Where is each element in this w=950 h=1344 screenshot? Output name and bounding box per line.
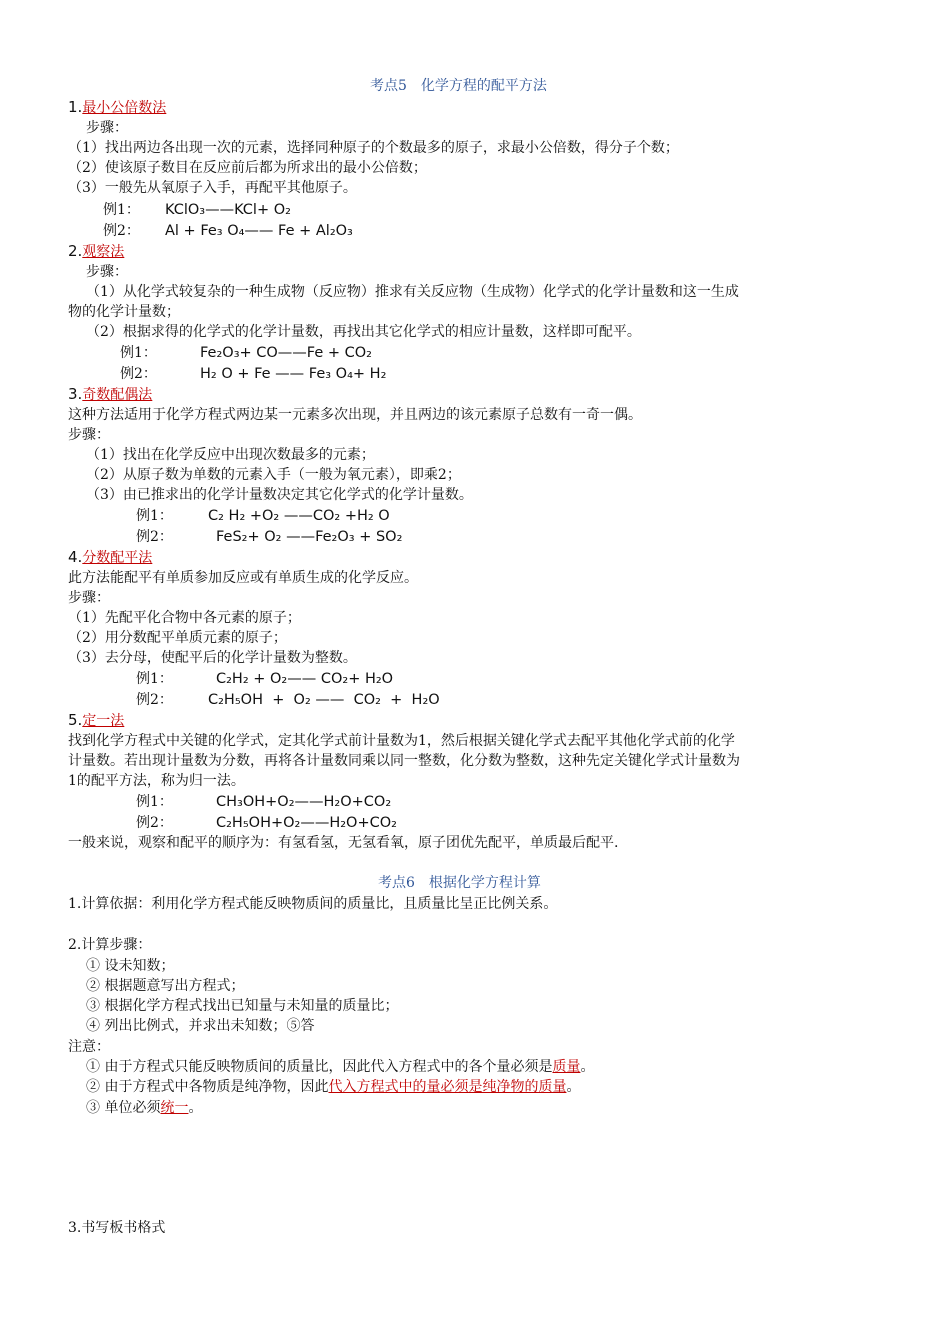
note-text: ① 由于方程式只能反映物质间的质量比，因此代入方程式中的各个量必须是 — [86, 1059, 553, 1075]
equation: Al + Fe₃ O₄—— Fe + Al₂O₃ — [165, 223, 353, 239]
method3-heading — [68, 384, 152, 405]
section6-note-label: 注意： — [68, 1039, 110, 1055]
method2-step2: （2）根据求得的化学式的化学计量数，再找出其它化学式的相应计量数，这样即可配平。 — [86, 324, 641, 340]
section6-step1: ① 设未知数； — [86, 958, 175, 974]
method5-example2 — [136, 813, 397, 833]
method1-example1 — [103, 200, 291, 220]
example-label: 例2： — [136, 692, 173, 708]
note-emphasis: 代入方程式中的量必须是纯净物的质量 — [328, 1079, 567, 1095]
example-label: 例2： — [136, 529, 173, 545]
method1-steps-label: 步骤： — [86, 120, 128, 136]
section6-step2: ② 根据题意写出方程式； — [86, 978, 245, 994]
method1-number: 1. — [68, 98, 83, 116]
example-label: 例1： — [120, 345, 157, 361]
method3-desc: 这种方法适用于化学方程式两边某一元素多次出现，并且两边的该元素原子总数有一奇一偶。 — [68, 407, 642, 423]
section6-basis: 1.计算依据：利用化学方程式能反映物质间的质量比，且质量比呈正比例关系。 — [68, 896, 558, 912]
method5-desc-line2: 计量数。若出现计量数为分数，再将各计量数同乘以同一整数，化分数为整数，这种先定关键化学式计量数为 — [68, 753, 740, 769]
equation: C₂ H₂ +O₂ ——CO₂ +H₂ O — [208, 508, 390, 524]
section5-title: 考点5 化学方程的配平方法 — [370, 78, 547, 94]
method5-name: 定一法 — [82, 713, 125, 729]
equation: Fe₂O₃+ CO——Fe + CO₂ — [200, 345, 372, 361]
method4-desc: 此方法能配平有单质参加反应或有单质生成的化学反应。 — [68, 570, 418, 586]
method4-step1: （1）先配平化合物中各元素的原子； — [68, 610, 301, 626]
method4-name: 分数配平法 — [82, 550, 153, 566]
example-label: 例2： — [136, 815, 173, 831]
method1-step2: （2）使该原子数目在反应前后都为所求出的最小公倍数； — [68, 160, 427, 176]
section6-title: 考点6 根据化学方程计算 — [378, 875, 541, 891]
method5-desc-line1: 找到化学方程式中关键的化学式，定其化学式前计量数为1，然后根据关键化学式去配平其他化学式前的化学 — [68, 733, 735, 749]
method3-example2 — [136, 527, 402, 547]
equation: C₂H₅OH + O₂ —— CO₂ + H₂O — [208, 692, 440, 708]
equation: FeS₂+ O₂ ——Fe₂O₃ + SO₂ — [216, 529, 403, 545]
equation: C₂H₂ + O₂—— CO₂+ H₂O — [216, 671, 394, 687]
section6-note2 — [86, 1077, 580, 1097]
note-emphasis: 统一 — [160, 1100, 189, 1116]
note-emphasis: 质量 — [552, 1059, 581, 1075]
equation: H₂ O + Fe —— Fe₃ O₄+ H₂ — [200, 366, 387, 382]
method1-step3: （3）一般先从氧原子入手，再配平其他原子。 — [68, 180, 357, 196]
example-label: 例1： — [136, 508, 173, 524]
method3-number: 3. — [68, 385, 83, 403]
method4-example2 — [136, 690, 440, 710]
example-label: 例1： — [103, 202, 140, 218]
method3-step3: （3）由已推求出的化学计量数决定其它化学式的化学计量数。 — [86, 487, 473, 503]
method4-example1 — [136, 669, 393, 689]
method4-number: 4. — [68, 548, 83, 566]
example-label: 例2： — [120, 366, 157, 382]
method2-step1-cont: 物的化学计量数； — [68, 304, 180, 320]
note-text: 。 — [188, 1100, 203, 1116]
method5-heading — [68, 710, 124, 731]
method1-heading — [68, 97, 166, 118]
method2-heading — [68, 241, 124, 262]
method2-number: 2. — [68, 242, 83, 260]
method1-name: 最小公倍数法 — [82, 100, 167, 116]
method3-name: 奇数配偶法 — [82, 387, 153, 403]
method2-step1: （1）从化学式较复杂的一种生成物（反应物）推求有关反应物（生成物）化学式的化学计量数和这一生成 — [86, 284, 739, 300]
section6-steps-label: 2.计算步骤： — [68, 937, 152, 953]
equation: CH₃OH+O₂——H₂O+CO₂ — [216, 794, 392, 810]
method2-example2 — [120, 364, 386, 384]
equation: KClO₃——KCl+ O₂ — [165, 202, 291, 218]
method1-example2 — [103, 221, 353, 241]
note-text: ③ 单位必须 — [86, 1100, 161, 1116]
note-text: 。 — [566, 1079, 581, 1095]
section6-format: 3.书写板书格式 — [68, 1220, 166, 1236]
method4-step2: （2）用分数配平单质元素的原子； — [68, 630, 287, 646]
section6-note1 — [86, 1057, 594, 1077]
method1-step1: （1）找出两边各出现一次的元素，选择同种原子的个数最多的原子，求最小公倍数，得分子个数； — [68, 140, 679, 156]
method5-example1 — [136, 792, 391, 812]
note-text: ② 由于方程式中各物质是纯净物，因此 — [86, 1079, 329, 1095]
method2-name: 观察法 — [82, 244, 125, 260]
example-label: 例2： — [103, 223, 140, 239]
method4-heading — [68, 547, 152, 568]
method4-steps-label: 步骤： — [68, 590, 110, 606]
method3-step2: （2）从原子数为单数的元素入手（一般为氧元素），即乘2； — [86, 467, 461, 483]
section5-summary: 一般来说，观察和配平的顺序为：有氢看氢，无氢看氧，原子团优先配平，单质最后配平. — [68, 835, 619, 851]
note-text: 。 — [580, 1059, 595, 1075]
section6-step3: ③ 根据化学方程式找出已知量与未知量的质量比； — [86, 998, 399, 1014]
method3-example1 — [136, 506, 390, 526]
method4-step3: （3）去分母，使配平后的化学计量数为整数。 — [68, 650, 357, 666]
section6-note3 — [86, 1098, 202, 1118]
section6-step4: ④ 列出比例式，并求出未知数；⑤答 — [86, 1018, 315, 1034]
method2-steps-label: 步骤： — [86, 264, 128, 280]
method2-example1 — [120, 343, 372, 363]
method3-step1: （1）找出在化学反应中出现次数最多的元素； — [86, 447, 375, 463]
example-label: 例1： — [136, 671, 173, 687]
example-label: 例1： — [136, 794, 173, 810]
equation: C₂H₅OH+O₂——H₂O+CO₂ — [216, 815, 397, 831]
method3-steps-label: 步骤： — [68, 427, 110, 443]
method5-desc-line3: 1的配平方法，称为归一法。 — [68, 773, 245, 789]
method5-number: 5. — [68, 711, 83, 729]
